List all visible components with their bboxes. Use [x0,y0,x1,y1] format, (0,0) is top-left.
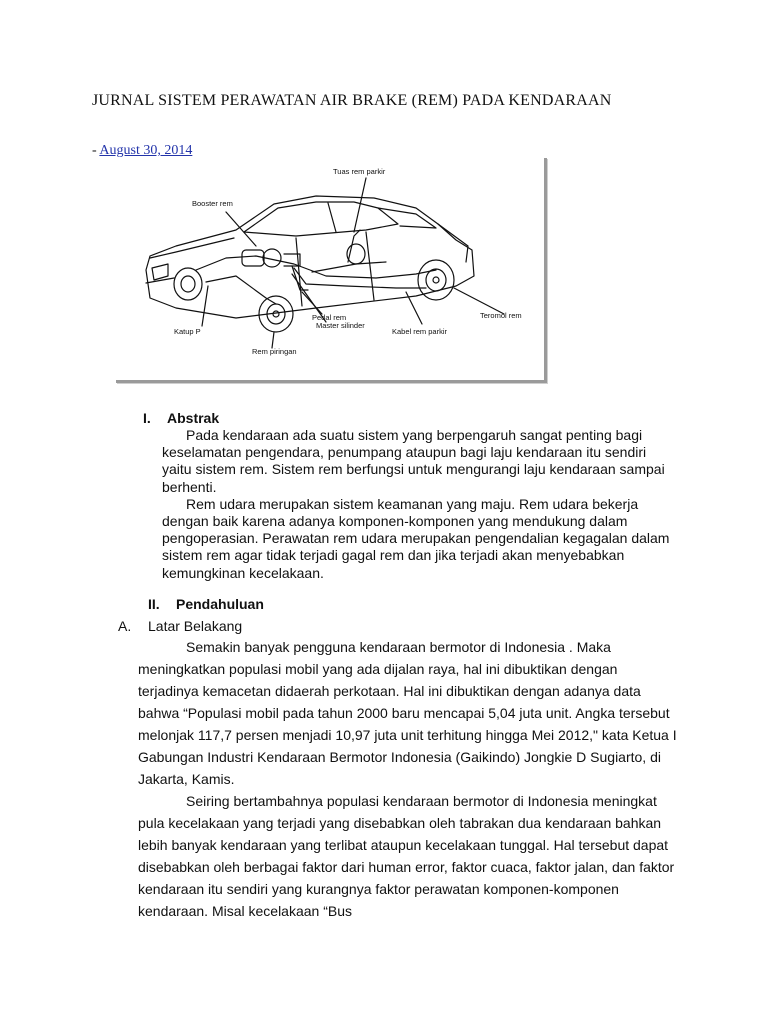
car-brake-illustration [116,158,544,380]
date-prefix: - [92,143,100,158]
pendahuluan-title: Pendahuluan [176,596,264,612]
body-paragraph: Semakin banyak pengguna kendaraan bermotor di Indonesia . Maka meningkatkan populasi mobil yang ada dijalan raya, hal ini dibuktikan dengan terjadinya kemacetan didaerah perkotaan. Hal ini dibuktikan dengan adanya data bahwa “Populasi mobil pada tahun 2000 baru mencapai 5,04 juta unit. Angka tersebut melonjak 117,7 persen menjadi 10,97 juta unit terhitung hingga Mei 2012," kata Ketua I Gabungan Industri Kendaraan Bermotor Indonesia (Gaikindo) Jongkie D Sugiarto, di Jakarta, Kamis. [138,639,677,787]
label-katup-p: Katup P [174,327,201,336]
abstract-paragraph: Pada kendaraan ada suatu sistem yang berpengaruh sangat penting bagi keselamatan pengendara, penumpang ataupun bagi laju kendaraan itu sendiri yaitu sistem rem. Sistem rem berfungsi untuk mengurangi laju kendaraan sampai berhenti. [162,427,665,495]
label-master-silinder: Master silinder [316,321,365,330]
label-teromol-rem: Teromol rem [480,311,522,320]
brake-system-diagram [116,158,547,383]
abstract-body [162,427,672,582]
page-title: JURNAL SISTEM PERAWATAN AIR BRAKE (REM) PADA KENDARAAN [92,92,612,109]
label-pedal-rem: Pedal rem [312,313,347,322]
post-dateline [92,143,192,159]
label-kabel-rem-parkir: Kabel rem parkir [392,327,448,336]
pendahuluan-number: II. [148,596,160,612]
subsection-number: A. [118,618,132,634]
label-booster-rem: Booster rem [192,199,233,208]
subsection-title: Latar Belakang [148,618,243,634]
abstract-heading [143,410,219,426]
abstract-title: Abstrak [167,410,220,426]
pendahuluan-heading [148,596,264,612]
post-date-link[interactable]: August 30, 2014 [99,143,193,158]
label-tuas-rem-parkir: Tuas rem parkir [333,167,386,176]
latar-belakang-heading [118,618,242,634]
body-paragraph: Seiring bertambahnya populasi kendaraan bermotor di Indonesia meningkat pula kecelakaan yang terjadi yang disebabkan oleh tabrakan dua kendaraan bahkan lebih banyak kendaraan yang terlibat ataupun kecelakaan tunggal. Hal tersebut dapat disebabkan oleh berbagai faktor dari human error, faktor cuaca, faktor jalan, dan faktor kendaraan itu sendiri yang kurangnya faktor perawatan komponen-komponen kendaraan. Misal kecelakaan “Bus [138,793,675,919]
label-rem-piringan: Rem piringan [252,347,297,356]
abstract-number: I. [143,410,151,426]
latar-belakang-body [138,636,678,922]
abstract-paragraph: Rem udara merupakan sistem keamanan yang maju. Rem udara bekerja dengan baik karena adanya komponen-komponen yang mendukung dalam pengoperasian. Perawatan rem udara merupakan pengendalian kegagalan dalam sistem rem agar tidak terjadi gagal rem dan jika terjadi akan menyebabkan kemungkinan kecelakaan. [162,495,670,581]
